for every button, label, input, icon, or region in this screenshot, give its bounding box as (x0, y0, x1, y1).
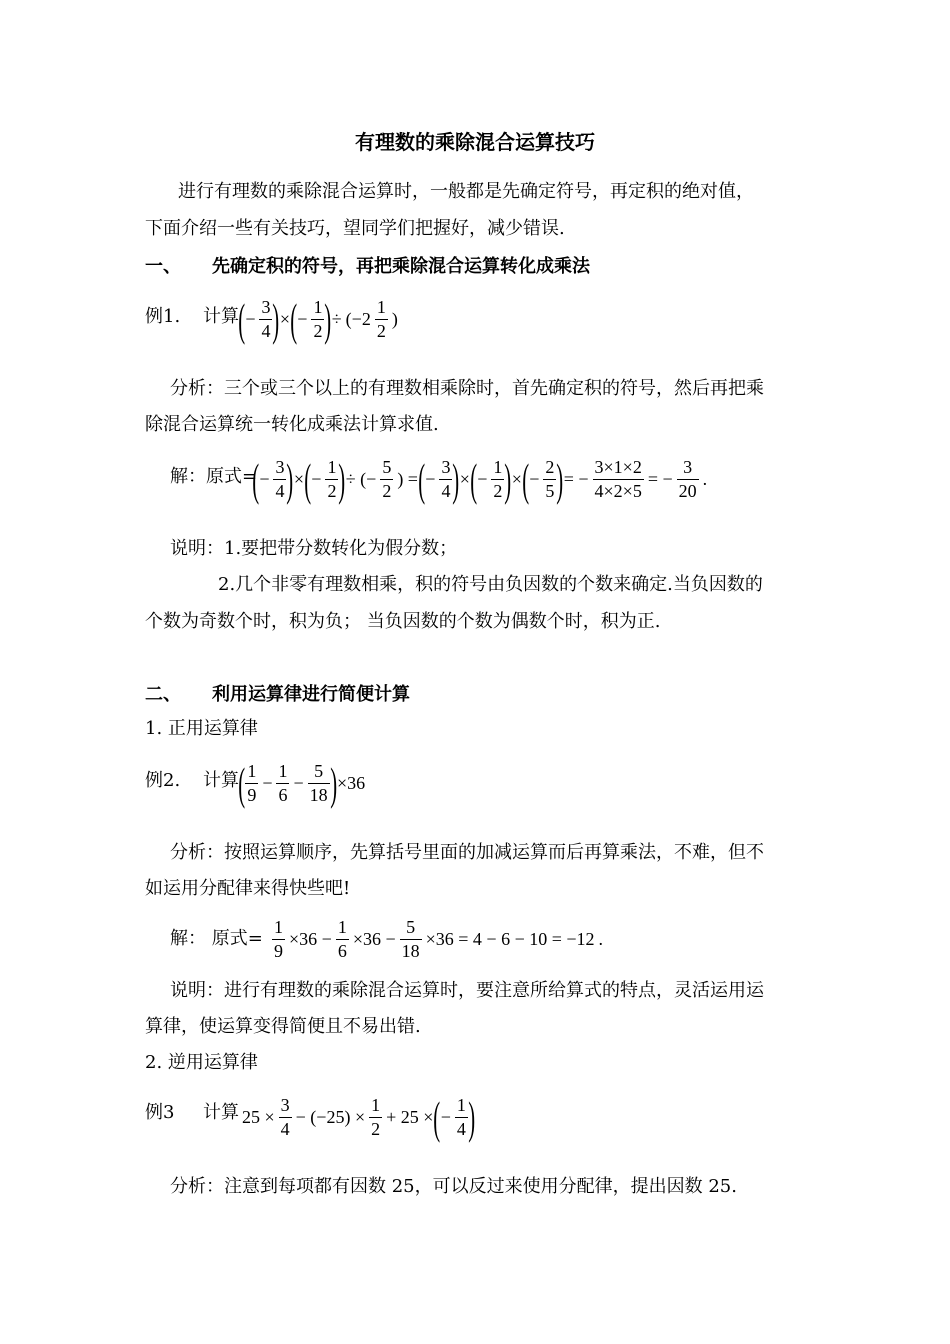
section1-analysis-line-1: 分析：三个或三个以上的有理数相乘除时，首先确定积的符号，然后再把乘 (170, 378, 764, 399)
ex1-fraction-1: $\frac{3}{4}$ (261, 297, 271, 341)
example1-label: 例1. (145, 306, 181, 327)
example2-expression: ( $\frac{1}{9}$ − $\frac{1}{6}$ − $\frac{5}{18}$ ) ×36 (238, 757, 366, 809)
ex1-fraction-2: $\frac{1}{2}$ (313, 297, 323, 341)
example2-label: 例2. (145, 770, 181, 791)
intro-line-1: 进行有理数的乘除混合运算时，一般都是先确定符号，再定积的绝对值， (178, 181, 754, 202)
section1-note-line-1: 说明：1.要把带分数转化为假分数； (170, 538, 458, 559)
solution2-expression: $\frac{1}{9}$ ×36 − $\frac{1}{6}$ ×36 − $\frac{5}{18}$ ×36 = 4 − 6 − 10 = −12 . (274, 917, 604, 961)
section1-heading: 先确定积的符号，再把乘除混合运算转化成乘法 (212, 256, 590, 277)
ex1-mixed-fraction: $\frac{1}{2}$ (376, 297, 386, 341)
section2-number: 二、 (145, 684, 181, 705)
section2-analysis-line-1: 分析：按照运算顺序，先算括号里面的加减运算而后再算乘法，不难，但不 (170, 842, 764, 863)
example3-analysis: 分析：注意到每项都有因数 25，可以反过来使用分配律，提出因数 25. (170, 1176, 737, 1197)
section1-note-line-3: 个数为奇数个时，积为负； 当负因数的个数为偶数个时，积为正. (145, 611, 661, 632)
section1-analysis-line-2: 除混合运算统一转化成乘法计算求值. (145, 414, 439, 435)
section1-note-line-2: 2.几个非零有理数相乘，积的符号由负因数的个数来确定.当负因数的 (218, 574, 763, 595)
page-title: 有理数的乘除混合运算技巧 (355, 130, 595, 154)
example3-label: 例3 (145, 1102, 175, 1123)
section2-sub1: 1. 正用运算律 (145, 718, 258, 739)
solution2-label: 解： 原式= (170, 928, 263, 949)
example2-calc-label: 计算 (203, 770, 239, 791)
section2-sub2: 2. 逆用运算律 (145, 1052, 258, 1073)
example3-expression: 25 × $\frac{3}{4}$ − (−25) × $\frac{1}{2}$ + 25 × ( − $\frac{1}{4}$ ) (242, 1091, 476, 1143)
section2-heading: 利用运算律进行简便计算 (212, 684, 410, 705)
intro-line-2: 下面介绍一些有关技巧，望同学们把握好，减少错误. (145, 218, 565, 239)
section2-note-line-1: 说明：进行有理数的乘除混合运算时，要注意所给算式的特点，灵活运用运 (170, 980, 764, 1001)
section1-number: 一、 (145, 256, 181, 277)
section2-analysis-line-2: 如运用分配律来得快些吧! (145, 878, 351, 899)
example1-expression: ( − $\frac{3}{4}$ ) × ( − $\frac{1}{2}$ ) ÷ (−2 $\frac{1}{2}$ ) (238, 293, 398, 345)
example1-calc-label: 计算 (203, 306, 239, 327)
solution1-label: 解：原式= (170, 466, 258, 487)
example3-calc-label: 计算 (203, 1102, 239, 1123)
solution1-expression: ( − $\frac{3}{4}$ ) × ( − $\frac{1}{2}$ ) ÷ (− $\frac{5}{2}$ ) = ( − $\frac{3}{4}$ ) × ( − $\frac{1}{2}$ ) × ( − $\frac{2}{5}$ ) = − $\frac{3\times 1\times 2}{4\times 2\times 5}$ = − $\frac{3}{20}$ . (252, 453, 708, 505)
section2-note-line-2: 算律，使运算变得简便且不易出错. (145, 1016, 421, 1037)
